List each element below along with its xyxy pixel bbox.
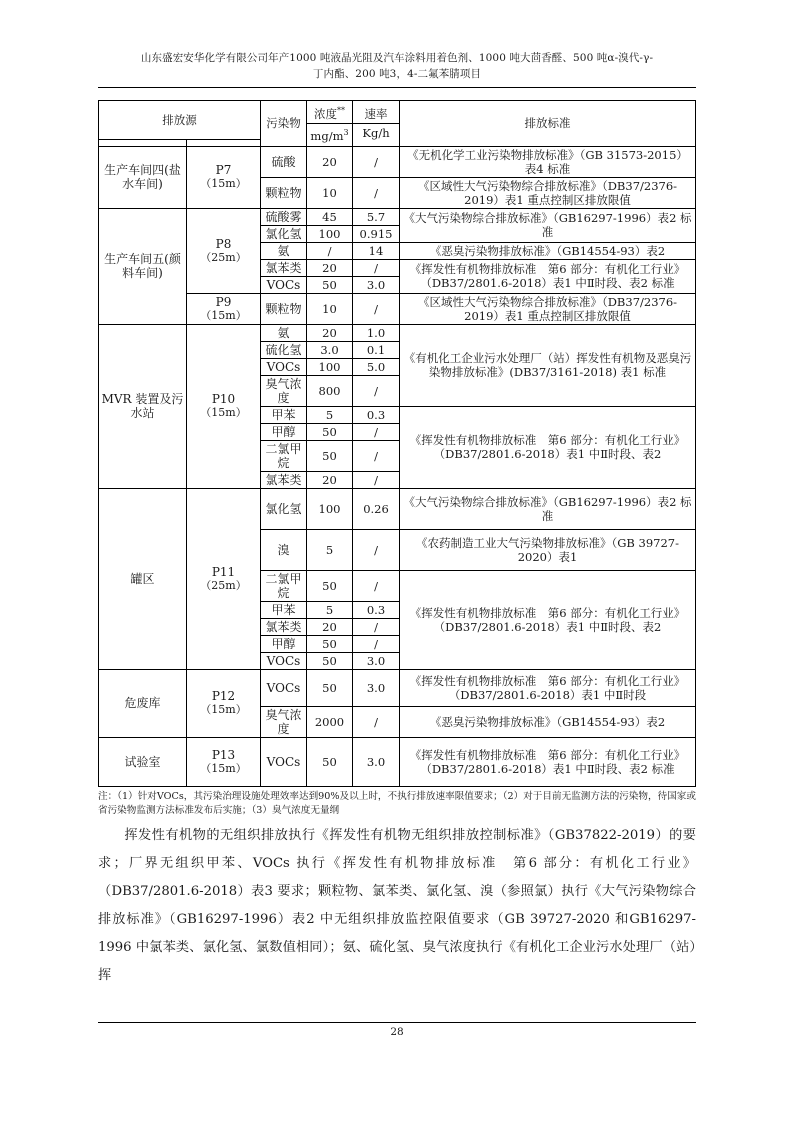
stack-id: P8: [215, 236, 232, 251]
standard-text: 《有机化工企业污水处理厂（站）挥发性有机物及恶臭污染物排放标准》(DB37/3161-2018) 表1 标准: [400, 324, 696, 406]
concentration-value: 5: [307, 529, 353, 570]
pollutant-name: 溴: [261, 529, 307, 570]
table-row: [99, 488, 696, 529]
table-row: [99, 737, 696, 786]
concentration-value: 10: [307, 293, 353, 324]
rate-value: 0.3: [353, 601, 400, 618]
header-divider: [98, 87, 696, 88]
pollutant-name: 氨: [261, 242, 307, 259]
pollutant-name: 二氯甲烷: [261, 570, 307, 601]
concentration-value: /: [307, 242, 353, 259]
column-header-pollutant: 污染物: [261, 101, 307, 147]
pollutant-name: 硫酸: [261, 146, 307, 177]
concentration-label: 浓度: [314, 106, 337, 121]
standard-text: 《大气污染物综合排放标准》（GB16297-1996）表2 标准: [400, 488, 696, 529]
concentration-value: 50: [307, 635, 353, 652]
rate-unit: Kg/h: [362, 125, 390, 140]
rate-value: /: [353, 375, 400, 406]
stack-id: P9: [215, 294, 232, 309]
pollutant-name: 氯化氢: [261, 488, 307, 529]
standard-text: 《区域性大气污染物综合排放标准》（DB37/2376-2019）表1 重点控制区排放限值: [400, 293, 696, 324]
concentration-value: 3.0: [307, 341, 353, 358]
column-header-concentration: [307, 101, 353, 147]
pollutant-name: VOCs: [261, 276, 307, 293]
rate-value: 0.915: [353, 225, 400, 242]
standard-text: 《挥发性有机物排放标准 第6 部分：有机化工行业》（DB37/2801.6-2018）表1 中Ⅱ时段、表2: [400, 406, 696, 488]
pollutant-name: VOCs: [261, 737, 307, 786]
column-header-source: 排放源: [99, 101, 261, 140]
standard-text: 《挥发性有机物排放标准 第6 部分：有机化工行业》（DB37/2801.6-2018）表1 中Ⅱ时段、表2 标准: [400, 737, 696, 786]
pollutant-name: VOCs: [261, 652, 307, 669]
standard-text: 《挥发性有机物排放标准 第6 部分：有机化工行业》（DB37/2801.6-2018）表1 中Ⅱ时段、表2: [400, 570, 696, 669]
rate-value: 0.3: [353, 406, 400, 423]
pollutant-name: 颗粒物: [261, 177, 307, 208]
stack-id: P11: [211, 564, 236, 579]
standard-text: 《挥发性有机物排放标准 第6 部分：有机化工行业》（DB37/2801.6-2018）表1 中Ⅱ时段、表2 标准: [400, 259, 696, 293]
concentration-value: 50: [307, 669, 353, 706]
stack-id: P10: [211, 392, 236, 407]
rate-value: /: [353, 293, 400, 324]
stack-height: （15m）: [200, 761, 247, 775]
pollutant-name: 臭气浓度: [261, 706, 307, 737]
table-row: [99, 293, 696, 324]
rate-value: 1.0: [353, 324, 400, 341]
rate-label: 速率: [353, 104, 399, 124]
emission-standards-table: [98, 100, 696, 787]
concentration-value: 50: [307, 570, 353, 601]
rate-value: /: [353, 440, 400, 471]
rate-value: 14: [353, 242, 400, 259]
stack-height: （25m）: [200, 578, 247, 592]
column-header-standard: 排放标准: [400, 101, 696, 147]
concentration-value: 50: [307, 440, 353, 471]
concentration-footnote-mark: **: [337, 106, 345, 115]
concentration-value: 20: [307, 324, 353, 341]
rate-value: 3.0: [353, 669, 400, 706]
source-lab: 试验室: [99, 737, 187, 786]
standard-text: 《恶臭污染物排放标准》（GB14554-93）表2: [400, 242, 696, 259]
body-paragraph: 挥发性有机物的无组织排放执行《挥发性有机物无组织排放控制标准》（GB37822-2019）的要求；厂界无组织甲苯、VOCs 执行《挥发性有机物排放标准 第6 部分：有机化工行业》（DB37/2801.6-2018）表3 要求；颗粒物、氯苯类、氯化氢、溴（参照氯）执行《大气污染物综合排放标准》（GB16297-1996）表2 中无组织排放监控限值要求（GB 39727-2020 和GB16297-1996 中氯苯类、氯化氢、氯数值相同）；氨、硫化氢、臭气浓度执行《有机化工企业污水处理厂（站）挥: [98, 827, 696, 983]
table-header-row: [99, 101, 696, 140]
pollutant-name: 甲醇: [261, 423, 307, 440]
page-number: 28: [390, 1026, 404, 1038]
concentration-value: 20: [307, 146, 353, 177]
stack-height: （15m）: [200, 177, 247, 191]
source-mvr: MVR 装置及污水站: [99, 324, 187, 488]
table-row: [99, 669, 696, 706]
rate-value: 3.0: [353, 652, 400, 669]
concentration-value: 20: [307, 259, 353, 276]
source-workshop5: 生产车间五(颜料车间): [99, 208, 187, 324]
stack-p13: [187, 737, 261, 786]
table-footnote: 注：（1）针对VOCs，其污染治理设施处理效率达到90%及以上时，不执行排放速率限值要求；（2）对于目前无监测方法的污染物，待国家或省污染物监测方法标准发布后实施；（3）臭气浓度无量纲: [98, 790, 696, 816]
stack-height: （25m）: [200, 250, 247, 264]
rate-value: /: [353, 706, 400, 737]
concentration-value: 50: [307, 652, 353, 669]
table-row: [99, 324, 696, 341]
column-header-stack-sub: [187, 139, 261, 146]
standard-text: 《挥发性有机物排放标准 第6 部分：有机化工行业》（DB37/2801.6-2018）表1 中Ⅱ时段: [400, 669, 696, 706]
pollutant-name: 氨: [261, 324, 307, 341]
stack-p9: [187, 293, 261, 324]
rate-value: /: [353, 259, 400, 276]
concentration-value: 800: [307, 375, 353, 406]
stack-height: （15m）: [200, 703, 247, 717]
concentration-value: 50: [307, 737, 353, 786]
standard-text: 《农药制造工业大气污染物排放标准》（GB 39727-2020）表1: [400, 529, 696, 570]
rate-value: /: [353, 635, 400, 652]
standard-text: 《大气污染物综合排放标准》（GB16297-1996）表2 标准: [400, 208, 696, 242]
concentration-value: 5: [307, 406, 353, 423]
pollutant-name: 氯苯类: [261, 471, 307, 488]
concentration-value: 5: [307, 601, 353, 618]
stack-p11: [187, 488, 261, 669]
stack-id: P13: [211, 747, 236, 762]
stack-id: P12: [211, 689, 236, 704]
rate-value: 3.0: [353, 276, 400, 293]
rate-value: /: [353, 529, 400, 570]
stack-height: （15m）: [200, 308, 247, 322]
concentration-value: 100: [307, 225, 353, 242]
column-header-source-sub: [99, 139, 187, 146]
pollutant-name: 臭气浓度: [261, 375, 307, 406]
stack-p12: [187, 669, 261, 737]
pollutant-name: 二氯甲烷: [261, 440, 307, 471]
concentration-value: 10: [307, 177, 353, 208]
pollutant-name: VOCs: [261, 358, 307, 375]
column-header-rate: [353, 101, 400, 147]
stack-id: P7: [215, 163, 232, 178]
rate-value: /: [353, 570, 400, 601]
concentration-unit: $mg/m^3$: [310, 127, 349, 143]
table-row: [99, 208, 696, 225]
pollutant-name: 氯化氢: [261, 225, 307, 242]
rate-value: 0.1: [353, 341, 400, 358]
source-hazwaste: 危废库: [99, 669, 187, 737]
pollutant-name: VOCs: [261, 669, 307, 706]
rate-value: /: [353, 471, 400, 488]
pollutant-name: 甲苯: [261, 406, 307, 423]
pollutant-name: 氯苯类: [261, 618, 307, 635]
concentration-value: 20: [307, 471, 353, 488]
source-tank: 罐区: [99, 488, 187, 669]
concentration-value: 50: [307, 276, 353, 293]
stack-p10: [187, 324, 261, 488]
header-line-2: 丁内酯、200 吨3，4-二氟苯腈项目: [312, 68, 482, 80]
concentration-value: 45: [307, 208, 353, 225]
rate-value: 0.26: [353, 488, 400, 529]
pollutant-name: 硫酸雾: [261, 208, 307, 225]
running-header: [98, 50, 696, 85]
concentration-value: 20: [307, 618, 353, 635]
standard-text: 《恶臭污染物排放标准》（GB14554-93）表2: [400, 706, 696, 737]
standard-text: 《无机化学工业污染物排放标准》（GB 31573-2015）表4 标准: [400, 146, 696, 177]
concentration-value: 50: [307, 423, 353, 440]
concentration-value: 100: [307, 358, 353, 375]
header-line-1: 山东盛宏安华化学有限公司年产1000 吨液晶光阻及汽车涂料用着色剂、1000 吨大茴香醛、500 吨α-溴代-γ-: [140, 52, 654, 64]
concentration-value: 100: [307, 488, 353, 529]
pollutant-name: 甲醇: [261, 635, 307, 652]
standard-text: 《区域性大气污染物综合排放标准》（DB37/2376-2019）表1 重点控制区排放限值: [400, 177, 696, 208]
pollutant-name: 颗粒物: [261, 293, 307, 324]
stack-p7: [187, 146, 261, 208]
stack-p8: [187, 208, 261, 293]
pollutant-name: 硫化氢: [261, 341, 307, 358]
pollutant-name: 甲苯: [261, 601, 307, 618]
rate-value: 3.0: [353, 737, 400, 786]
footer-divider: [98, 1022, 696, 1023]
concentration-value: 2000: [307, 706, 353, 737]
rate-value: 5.7: [353, 208, 400, 225]
pollutant-name: 氯苯类: [261, 259, 307, 276]
table-row: [99, 146, 696, 177]
rate-value: /: [353, 146, 400, 177]
source-workshop4: 生产车间四(盐水车间): [99, 146, 187, 208]
rate-value: /: [353, 618, 400, 635]
rate-value: /: [353, 177, 400, 208]
rate-value: /: [353, 423, 400, 440]
rate-value: 5.0: [353, 358, 400, 375]
stack-height: （15m）: [200, 406, 247, 420]
